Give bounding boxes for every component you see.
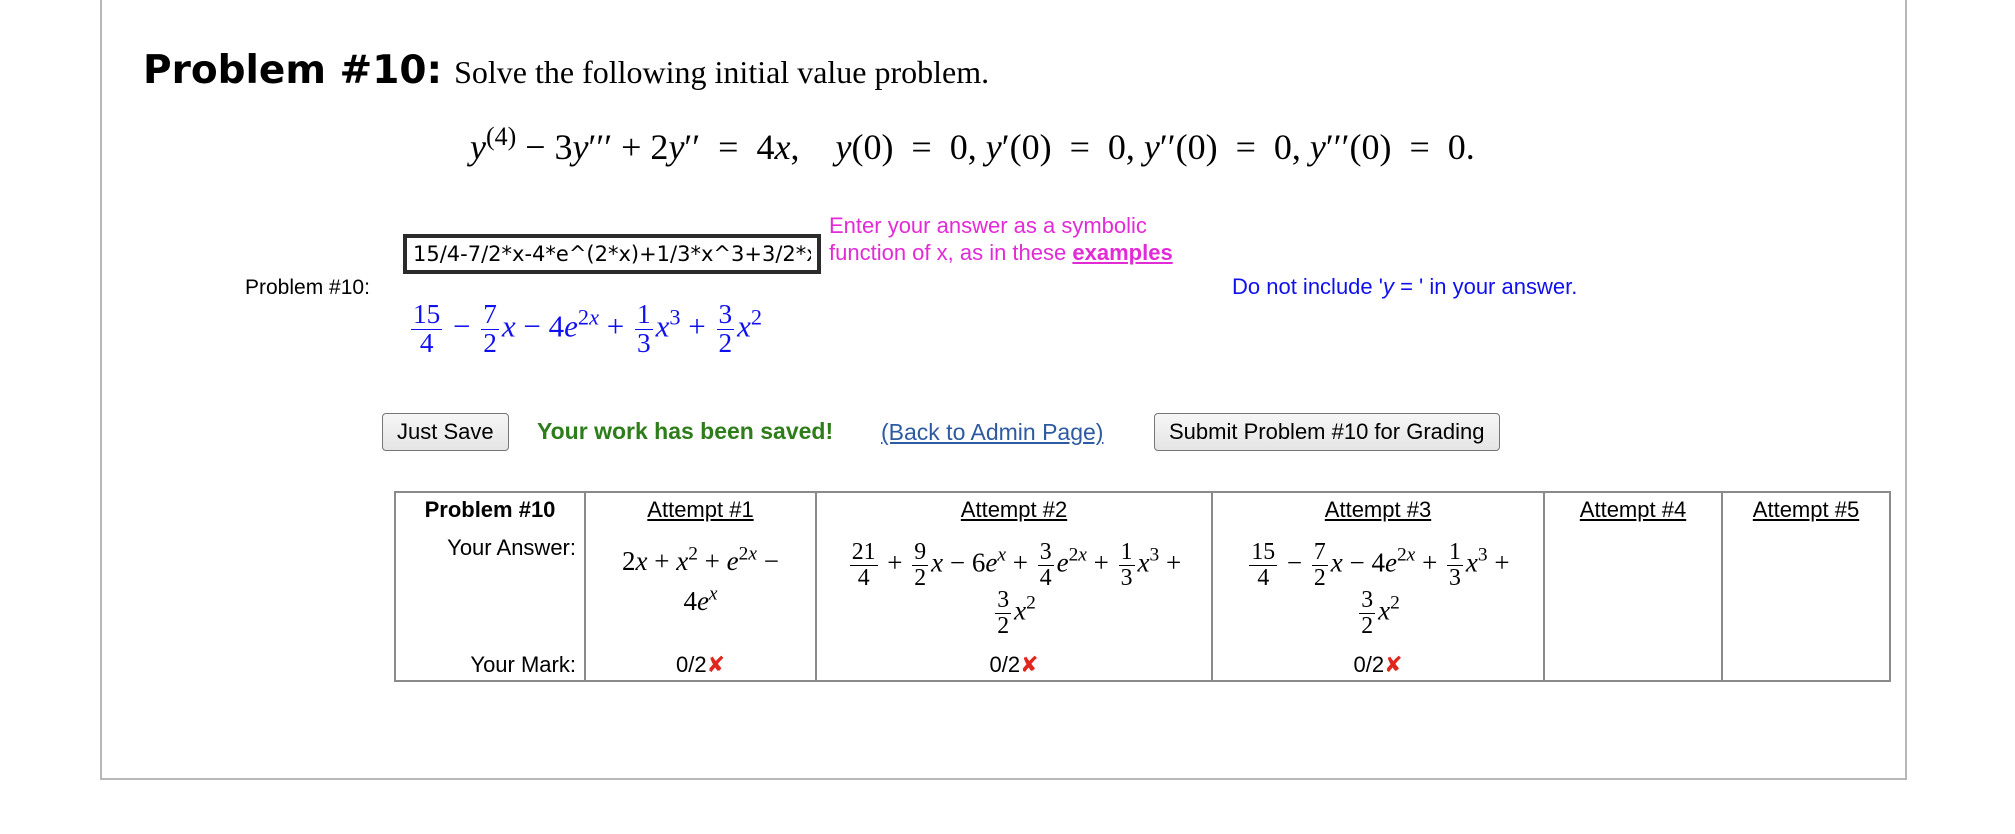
attempts-table-header: Problem #10 (424, 497, 556, 522)
attempt-3-mark: 0/2✘ (1353, 652, 1403, 677)
back-to-admin-link[interactable]: (Back to Admin Page) (881, 419, 1104, 445)
problem-number: Problem #10: (143, 48, 443, 93)
answer-preview: $\frac{15}{4}$ − $\frac{7}{2}$ $x - 4e^{2x}$ + $\frac{1}{3}$ $x^3$ + $\frac{3}{2}$ $x^2$ (413, 299, 763, 358)
problem-instruction: Solve the following initial value problem. (454, 54, 990, 90)
just-save-button[interactable]: Just Save (382, 413, 509, 451)
attempt-5-header: Attempt #5 (1752, 497, 1860, 522)
attempt-3-cell (1212, 492, 1544, 681)
attempt-3-header: Attempt #3 (1324, 497, 1432, 522)
attempt-1-mark: 0/2✘ (675, 652, 726, 677)
answer-input[interactable] (403, 234, 821, 274)
attempt-2-header: Attempt #2 (960, 497, 1068, 522)
attempt-2-mark: 0/2✘ (989, 652, 1039, 677)
x-mark-icon: ✘ (1384, 652, 1403, 677)
your-answer-label: Your Answer: (447, 535, 576, 560)
your-mark-label: Your Mark: (470, 652, 576, 677)
saved-message: Your work has been saved! (537, 418, 834, 444)
answer-format-note: Do not include 'y = ' in your answer. (1232, 274, 1578, 299)
examples-link[interactable]: examples (1072, 240, 1173, 265)
attempt-4-header: Attempt #4 (1579, 497, 1687, 522)
answer-row-label: Problem #10: (245, 276, 370, 299)
attempt-3-answer: $\frac{15}{4}$ − $\frac{7}{2}$ $x - 4e^{2x}$ + $\frac{1}{3}$ $x^3$ + $\frac{3}{2}$ $x^2$ (1251, 539, 1510, 639)
x-mark-icon: ✘ (706, 652, 726, 677)
submit-button[interactable]: Submit Problem #10 for Grading (1154, 413, 1500, 451)
attempt-1-header: Attempt #1 (647, 497, 754, 522)
differential-equation: $y^{(4)} - 3y''' + 2y'' = 4x$, y(0) = 0, y′(0) = 0, y′′(0) = 0, y′′′(0) = 0. (470, 121, 1475, 167)
x-mark-icon: ✘ (1020, 652, 1039, 677)
attempt-2-cell (816, 492, 1212, 681)
attempt-1-answer: $2x + x^2 + e^{2x}$ − $4e^x$ (622, 543, 779, 616)
hint-text: Enter your answer as a symbolic function of x, as in these (829, 213, 1147, 265)
attempt-2-answer: $\frac{21}{4}$ + $\frac{9}{2}$ $x - 6e^x$ + $\frac{3}{4}$ $e^{2x}$ + $\frac{1}{3}$ $x^3$ + $\frac{3}{2}$ $x^2$ (851, 539, 1182, 639)
attempt-5-cell (1722, 492, 1890, 681)
problem-heading (143, 48, 989, 93)
attempts-label-column (395, 492, 585, 681)
answer-hint (829, 212, 1209, 266)
attempt-4-cell (1544, 492, 1722, 681)
attempt-1-cell (585, 492, 816, 681)
attempts-table (394, 491, 1891, 682)
